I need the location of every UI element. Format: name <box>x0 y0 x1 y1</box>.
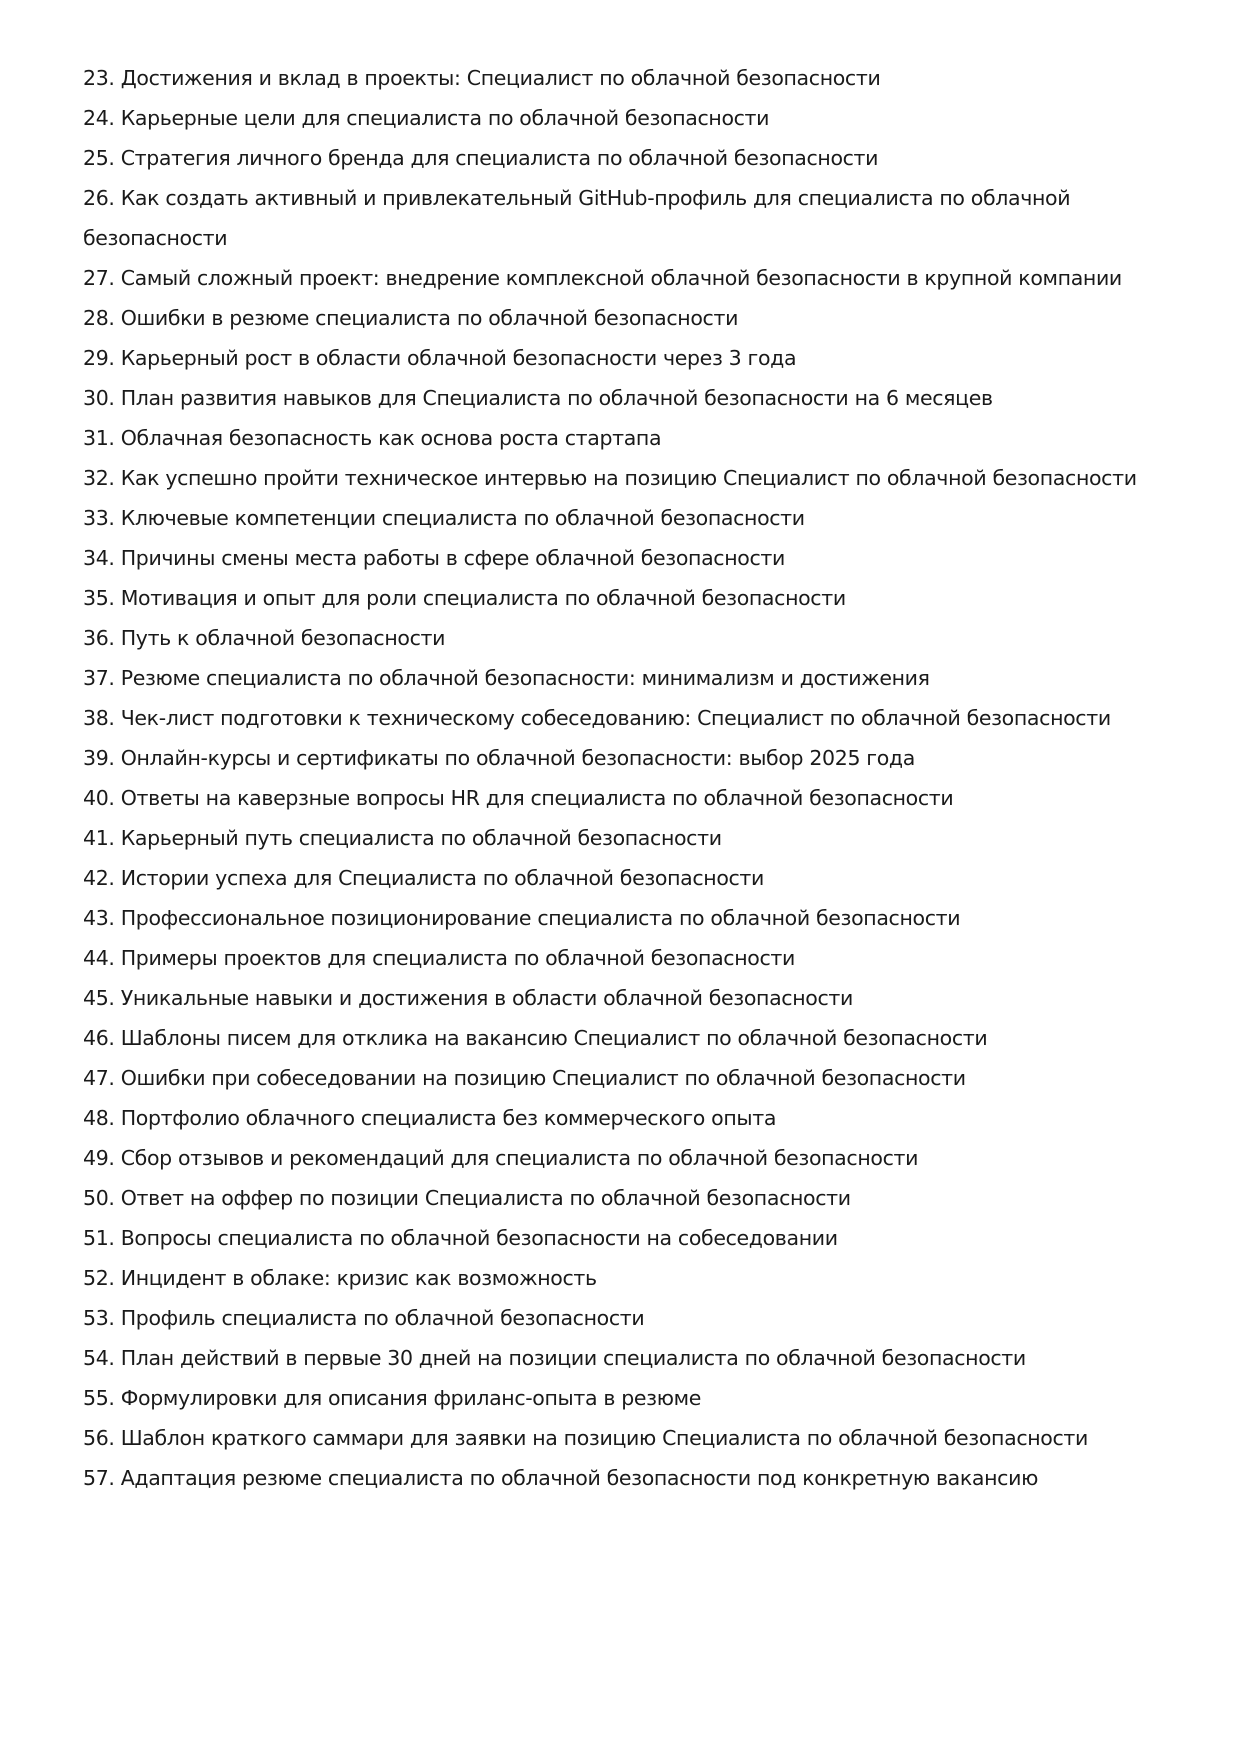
list-item: 45. Уникальные навыки и достижения в области облачной безопасности <box>83 986 853 1010</box>
list-item: 33. Ключевые компетенции специалиста по облачной безопасности <box>83 506 805 530</box>
list-item: 38. Чек-лист подготовки к техническому собеседованию: Специалист по облачной безопасности <box>83 706 1111 730</box>
list-item: 26. Как создать активный и привлекательный GitHub-профиль для специалиста по облачной безопасности <box>83 186 1071 250</box>
list-item: 57. Адаптация резюме специалиста по облачной безопасности под конкретную вакансию <box>83 1466 1038 1490</box>
list-item: 53. Профиль специалиста по облачной безопасности <box>83 1306 645 1330</box>
list-item: 47. Ошибки при собеседовании на позицию Специалист по облачной безопасности <box>83 1066 966 1090</box>
list-item: 43. Профессиональное позиционирование специалиста по облачной безопасности <box>83 906 961 930</box>
list-item: 30. План развития навыков для Специалиста по облачной безопасности на 6 месяцев <box>83 386 993 410</box>
list-item: 49. Сбор отзывов и рекомендаций для специалиста по облачной безопасности <box>83 1146 919 1170</box>
list-item: 23. Достижения и вклад в проекты: Специалист по облачной безопасности <box>83 66 881 90</box>
topic-list <box>83 58 1158 1498</box>
list-item: 27. Самый сложный проект: внедрение комплексной облачной безопасности в крупной компании <box>83 266 1122 290</box>
list-item: 28. Ошибки в резюме специалиста по облачной безопасности <box>83 306 739 330</box>
list-item: 32. Как успешно пройти техническое интервью на позицию Специалист по облачной безопасности <box>83 466 1137 490</box>
list-item: 55. Формулировки для описания фриланс-опыта в резюме <box>83 1386 702 1410</box>
list-item: 44. Примеры проектов для специалиста по облачной безопасности <box>83 946 795 970</box>
list-item: 56. Шаблон краткого саммари для заявки на позицию Специалиста по облачной безопасности <box>83 1426 1088 1450</box>
list-item: 36. Путь к облачной безопасности <box>83 626 446 650</box>
list-item: 24. Карьерные цели для специалиста по облачной безопасности <box>83 106 770 130</box>
document-page <box>83 58 1158 1498</box>
list-item: 29. Карьерный рост в области облачной безопасности через 3 года <box>83 346 797 370</box>
list-item: 48. Портфолио облачного специалиста без коммерческого опыта <box>83 1106 777 1130</box>
list-item: 37. Резюме специалиста по облачной безопасности: минимализм и достижения <box>83 666 930 690</box>
list-item: 50. Ответ на оффер по позиции Специалиста по облачной безопасности <box>83 1186 851 1210</box>
list-item: 40. Ответы на каверзные вопросы HR для специалиста по облачной безопасности <box>83 786 954 810</box>
list-item: 39. Онлайн-курсы и сертификаты по облачной безопасности: выбор 2025 года <box>83 746 915 770</box>
list-item: 34. Причины смены места работы в сфере облачной безопасности <box>83 546 785 570</box>
list-item: 41. Карьерный путь специалиста по облачной безопасности <box>83 826 722 850</box>
list-item: 42. Истории успеха для Специалиста по облачной безопасности <box>83 866 764 890</box>
list-item: 35. Мотивация и опыт для роли специалиста по облачной безопасности <box>83 586 846 610</box>
list-item: 51. Вопросы специалиста по облачной безопасности на собеседовании <box>83 1226 838 1250</box>
list-item: 31. Облачная безопасность как основа роста стартапа <box>83 426 662 450</box>
list-item: 52. Инцидент в облаке: кризис как возможность <box>83 1266 597 1290</box>
list-item: 46. Шаблоны писем для отклика на вакансию Специалист по облачной безопасности <box>83 1026 988 1050</box>
list-item: 54. План действий в первые 30 дней на позиции специалиста по облачной безопасности <box>83 1346 1026 1370</box>
list-item: 25. Стратегия личного бренда для специалиста по облачной безопасности <box>83 146 879 170</box>
